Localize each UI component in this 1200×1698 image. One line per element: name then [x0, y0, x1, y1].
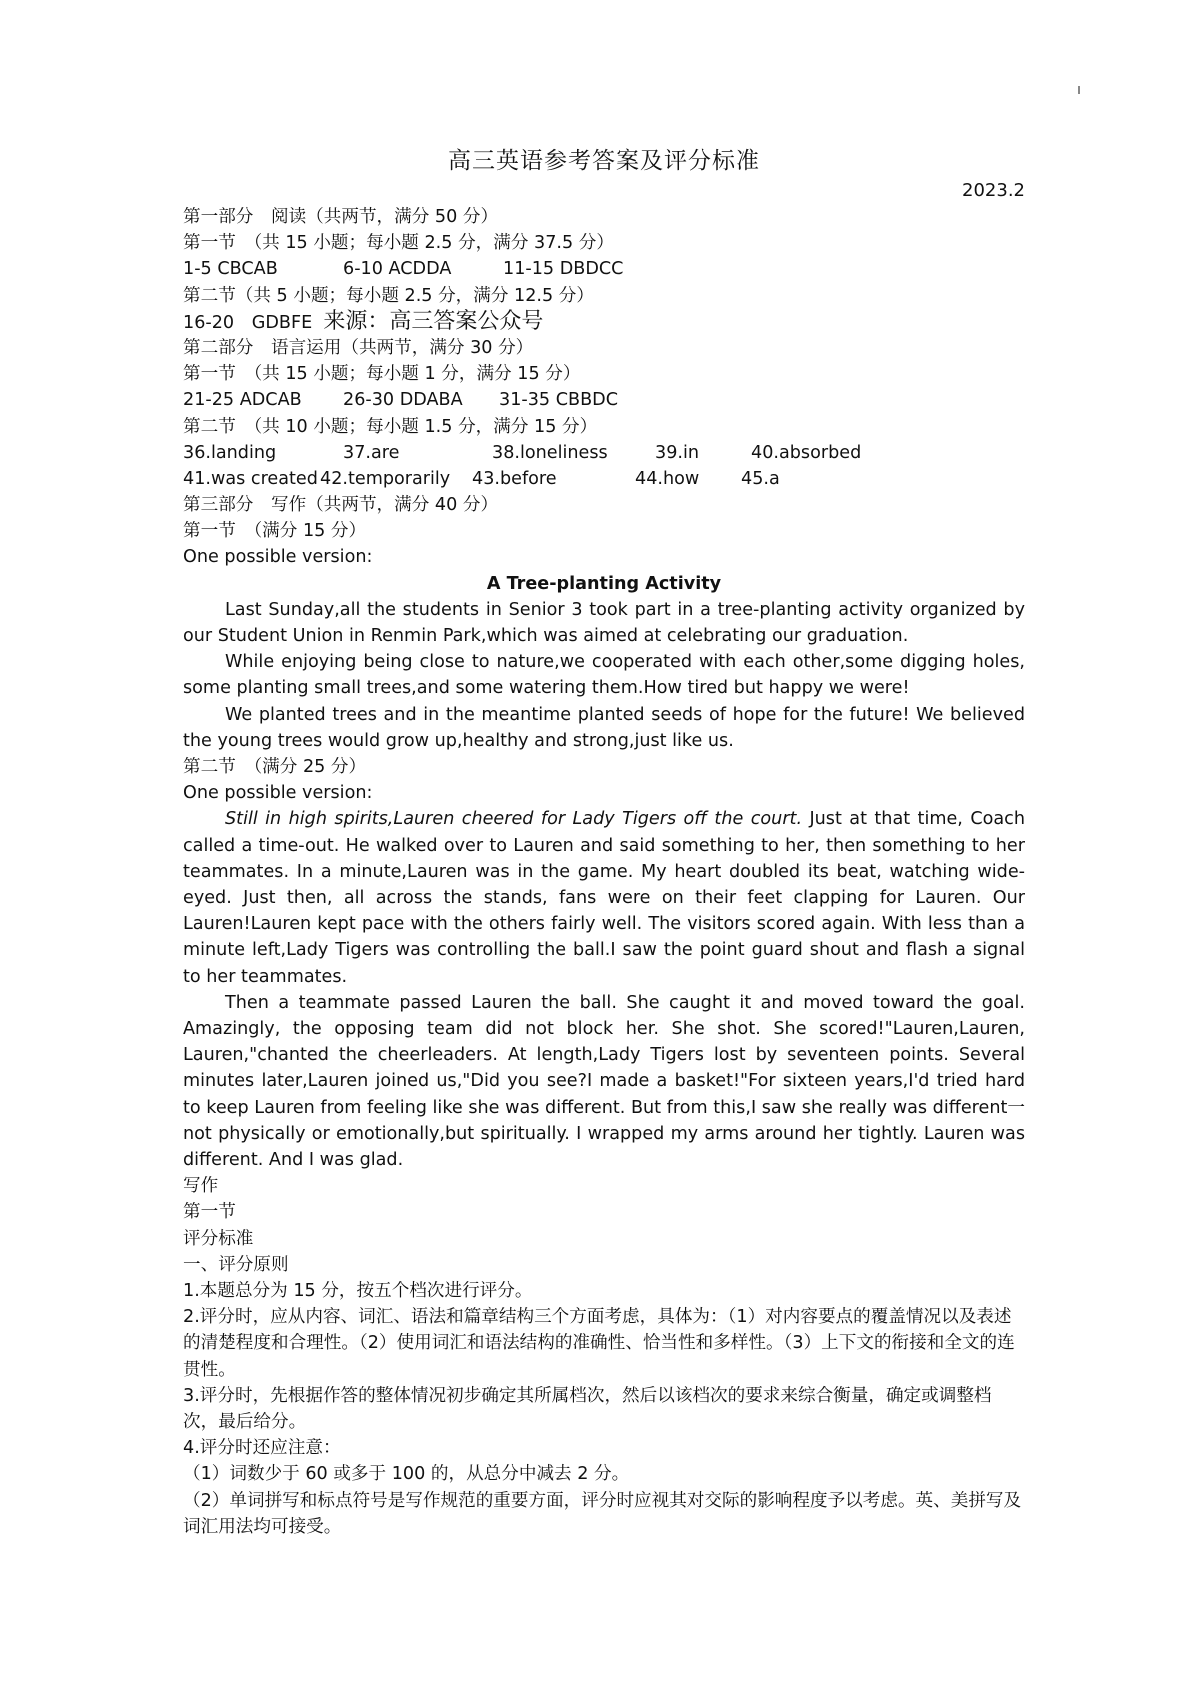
answer-group: 31-35 CBBDC: [499, 390, 618, 411]
cloze-answer: 40.absorbed: [751, 442, 862, 463]
essay-title: A Tree-planting Activity: [486, 573, 722, 594]
scoring-subitem: （2）单词拼写和标点符号是写作规范的重要方面，评分时应视其对交际的影响程度予以考虑。英、美拼写及词汇用法均可接受。: [183, 1490, 1022, 1537]
cloze-answer: 41.was created: [183, 468, 318, 489]
scan-mark: [1078, 86, 1080, 94]
answer-group: 16-20 GDBFE: [183, 312, 313, 333]
scoring-writing-label: 写作: [183, 1176, 219, 1197]
cloze-answers-row2: [183, 466, 1025, 492]
part1-section1-heading: 第一节 （共 15 小题；每小题 2.5 分，满分 37.5 分）: [183, 233, 614, 254]
answer-group: 6-10 ACDDA: [343, 259, 452, 280]
answer-group: 26-30 DDABA: [343, 390, 463, 411]
cloze-answer: 39.in: [655, 442, 700, 463]
part3-section1-heading: 第一节 （满分 15 分）: [183, 521, 367, 542]
cloze-answer: 44.how: [635, 468, 700, 489]
answer-group: 11-15 DBDCC: [503, 259, 624, 280]
part1-section2-answers: [183, 309, 1025, 335]
part3-heading: 第三部分 写作（共两节，满分 40 分）: [183, 495, 499, 516]
document-body: [183, 204, 1025, 1540]
part1-heading: 第一部分 阅读（共两节，满分 50 分）: [183, 207, 499, 227]
scoring-section-label: 第一节: [183, 1202, 236, 1223]
cloze-answer: 37.are: [343, 442, 400, 463]
part1-section1-answers: [183, 256, 1025, 282]
scoring-principles-heading: 一、评分原则: [183, 1254, 289, 1275]
scoring-item: 3.评分时，先根据作答的整体情况初步确定其所属档次，然后以该档次的要求来综合衡量，确定或调整档次，最后给分。: [183, 1385, 992, 1432]
essay-paragraph: We planted trees and in the meantime planted seeds of hope for the future! We believed the young trees would grow up,healthy and strong,just like us.: [183, 704, 1025, 751]
cloze-answer: 43.before: [472, 468, 557, 489]
story-paragraph-text: Just at that time, Coach called a time-out. He walked over to Lauren and said something to her, then something to her teammates. In a minute,Lauren was in the game. My heart doubled its beat, watching wide-eyed. Just then, all across the stands, fans were on their feet clapping for Lauren. Our Lauren!Lauren kept pace with the others fairly well. The visitors scored again. With less than a minute left,Lady Tigers was controlling the ball.I saw the point guard shout and flash a signal to her teammates.: [183, 809, 1025, 987]
scoring-item: 4.评分时还应注意：: [183, 1438, 341, 1459]
essay-paragraph: While enjoying being close to nature,we cooperated with each other,some digging holes, some planting small trees,and some watering them.How tired but happy we were!: [183, 652, 1025, 699]
possible-version-label: One possible version:: [183, 547, 373, 568]
cloze-answer: 42.temporarily: [320, 468, 451, 489]
answer-group: 1-5 CBCAB: [183, 259, 278, 280]
cloze-answer: 45.a: [741, 468, 780, 489]
part3-section2-heading: 第二节 （满分 25 分）: [183, 757, 367, 778]
possible-version-label: One possible version:: [183, 783, 373, 804]
page-title: 高三英语参考答案及评分标准: [448, 148, 760, 174]
scoring-item: 2.评分时，应从内容、词汇、语法和篇章结构三个方面考虑，具体为：（1）对内容要点的覆盖情况以及表述的清楚程度和合理性。（2）使用词汇和语法结构的准确性、恰当性和多样性。（3）上下文的衔接和全文的连贯性。: [183, 1307, 1015, 1380]
story-paragraph: Then a teammate passed Lauren the ball. She caught it and moved toward the goal. Amazingly, the opposing team did not block her. She shot. She scored!"Lauren,Lauren, Lauren,"chanted the cheerleaders. At length,Lady Tigers lost by seventeen points. Several minutes later,Lauren joined us,"Did you see?I made a basket!"For sixteen years,I'd tried hard to keep Lauren from feeling like she was different. But from this,I saw she really was different一not physically or emotionally,but spiritually. I wrapped my arms around her tightly. Lauren was different. And I was glad.: [183, 992, 1025, 1171]
scoring-standard-label: 评分标准: [183, 1228, 254, 1249]
scoring-subitem: （1）词数少于 60 或多于 100 的，从总分中减去 2 分。: [183, 1464, 630, 1485]
part2-section1-heading: 第一节 （共 15 小题；每小题 1 分，满分 15 分）: [183, 364, 581, 385]
source-note: 来源：高三答案公众号: [323, 308, 544, 334]
exam-date: 2023.2: [962, 180, 1025, 201]
answer-group: 21-25 ADCAB: [183, 390, 302, 411]
story-lead-sentence: Still in high spirits,Lauren cheered for Lady Tigers off the court.: [225, 809, 803, 830]
part2-section2-heading: 第二节 （共 10 小题；每小题 1.5 分，满分 15 分）: [183, 416, 598, 437]
essay-paragraph: Last Sunday,all the students in Senior 3 took part in a tree-planting activity organized by our Student Union in Renmin Park,which was aimed at celebrating our graduation.: [183, 599, 1025, 647]
cloze-answers-row1: [183, 440, 1025, 466]
part1-section2-heading: 第二节（共 5 小题；每小题 2.5 分，满分 12.5 分）: [183, 285, 594, 306]
cloze-answer: 38.loneliness: [492, 442, 608, 463]
story-paragraph: [183, 806, 1025, 989]
scoring-item: 1.本题总分为 15 分，按五个档次进行评分。: [183, 1281, 533, 1301]
part2-section1-answers: [183, 387, 1025, 413]
part2-heading: 第二部分 语言运用（共两节，满分 30 分）: [183, 337, 534, 358]
cloze-answer: 36.landing: [183, 442, 277, 463]
